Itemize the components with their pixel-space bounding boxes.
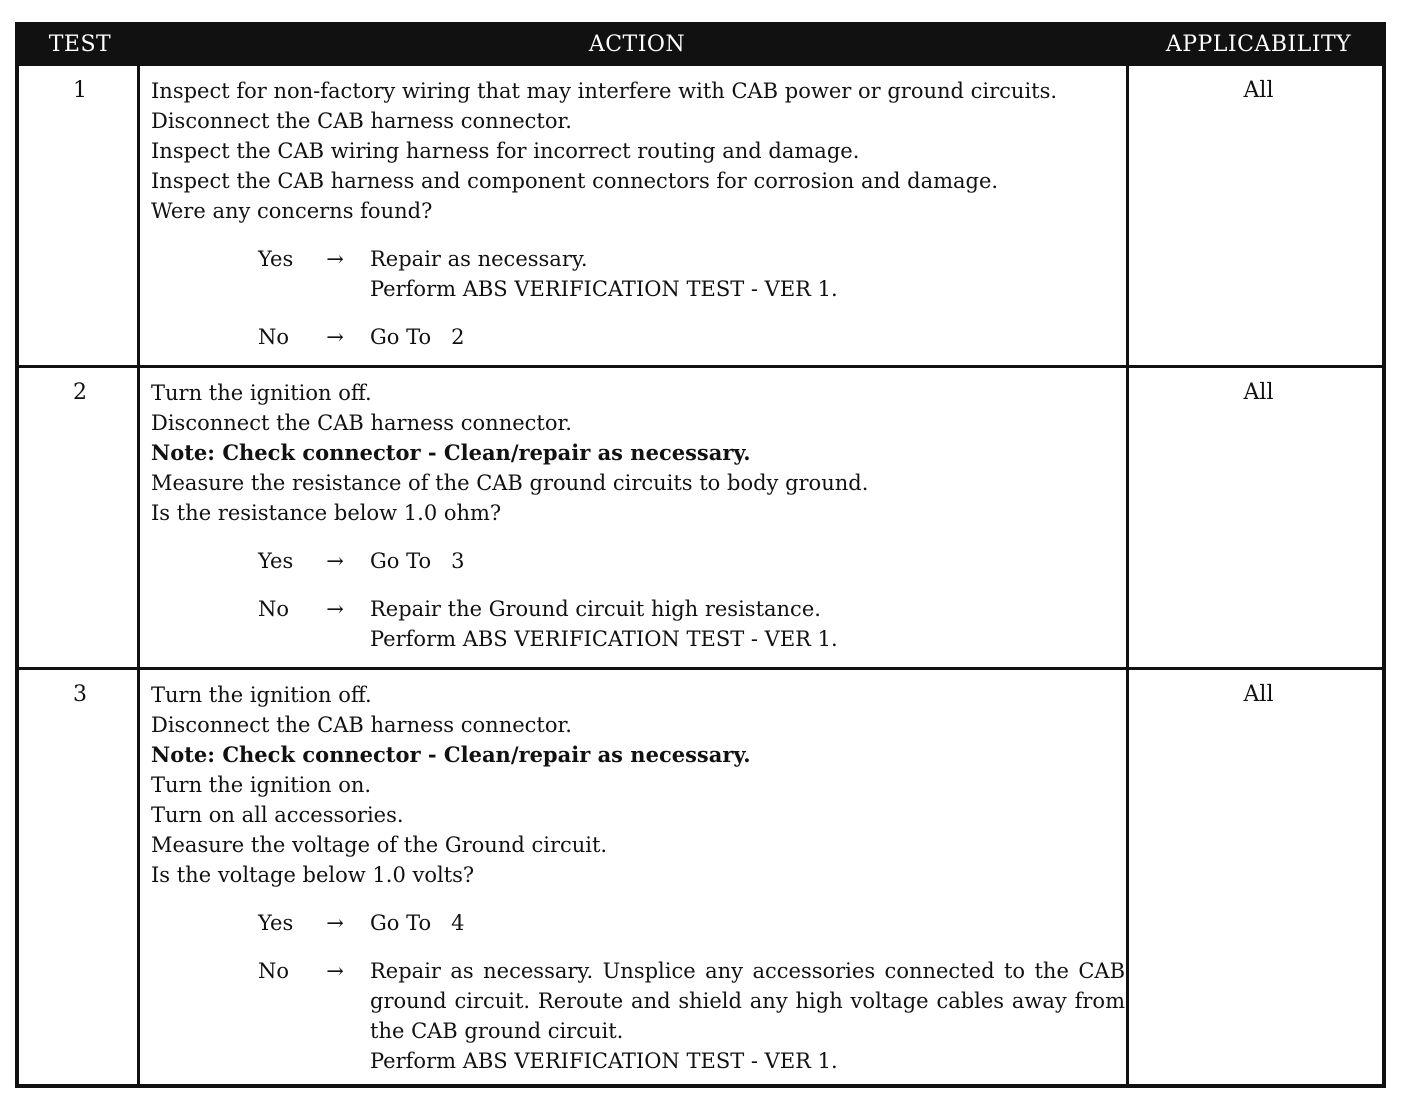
header-applicability: APPLICABILITY [1165,32,1352,57]
test-number: 1 [73,78,87,103]
arrow-right-icon: → [326,325,344,349]
yes-label: Yes [258,911,294,935]
applicability-cell: All [1243,682,1274,707]
response-line: Perform ABS VERIFICATION TEST - VER 1. [370,1049,838,1073]
header-test: TEST [48,32,112,57]
test-number: 3 [73,682,87,707]
action-line: Were any concerns found? [151,199,433,223]
response-line: Go To 2 [370,325,465,349]
no-label: No [258,959,290,983]
no-response [258,594,1126,654]
action-line: Disconnect the CAB harness connector. [151,411,572,435]
table-header [19,26,1382,66]
diagnostic-table [15,22,1386,1088]
response-line: Repair the Ground circuit high resistance. [370,597,821,621]
action-line: Disconnect the CAB harness connector. [151,109,572,133]
no-label: No [258,597,290,621]
arrow-right-icon: → [326,247,344,271]
action-line: Turn the ignition on. [151,773,372,797]
action-line: Inspect the CAB wiring harness for incorrect routing and damage. [151,139,860,163]
no-label: No [258,325,290,349]
arrow-right-icon: → [326,549,344,573]
action-line: Turn on all accessories. [151,803,404,827]
table-row-test-2 [19,368,1382,667]
table-row-test-1 [19,66,1382,365]
yes-label: Yes [258,247,294,271]
no-response [258,322,1126,352]
response-line: Repair as necessary. [370,247,588,271]
yes-response [258,908,1126,938]
no-response [258,956,1126,1076]
header-action: ACTION [588,32,686,57]
action-cell [151,378,1126,654]
action-line: Turn the ignition off. [151,683,372,707]
table-row-test-3 [19,670,1382,1088]
action-line: Disconnect the CAB harness connector. [151,713,572,737]
note-line: Note: Check connector - Clean/repair as necessary. [151,440,751,465]
applicability-cell: All [1243,78,1274,103]
applicability-cell: All [1243,380,1274,405]
response-line: Go To 3 [370,549,465,573]
action-line: Is the resistance below 1.0 ohm? [151,501,502,525]
yes-response [258,546,1126,576]
note-line: Note: Check connector - Clean/repair as necessary. [151,742,751,767]
arrow-right-icon: → [326,959,344,983]
response-line: Perform ABS VERIFICATION TEST - VER 1. [370,277,838,301]
response-paragraph: Repair as necessary. Unsplice any accessories connected to the CAB ground circuit. Reroute and shield any high voltage cables away from the CAB ground circuit. [370,959,1125,1043]
action-line: Inspect for non-factory wiring that may interfere with CAB power or ground circuits. [151,79,1058,103]
action-cell [151,680,1126,1076]
action-cell [151,76,1126,352]
action-line: Turn the ignition off. [151,381,372,405]
yes-label: Yes [258,549,294,573]
test-number: 2 [73,380,87,405]
response-line: Perform ABS VERIFICATION TEST - VER 1. [370,627,838,651]
yes-response [258,244,1126,304]
action-line: Is the voltage below 1.0 volts? [151,863,475,887]
arrow-right-icon: → [326,911,344,935]
action-line: Measure the resistance of the CAB ground circuits to body ground. [151,471,869,495]
arrow-right-icon: → [326,597,344,621]
response-line: Go To 4 [370,911,465,935]
action-line: Measure the voltage of the Ground circuit. [151,833,608,857]
action-line: Inspect the CAB harness and component connectors for corrosion and damage. [151,169,999,193]
